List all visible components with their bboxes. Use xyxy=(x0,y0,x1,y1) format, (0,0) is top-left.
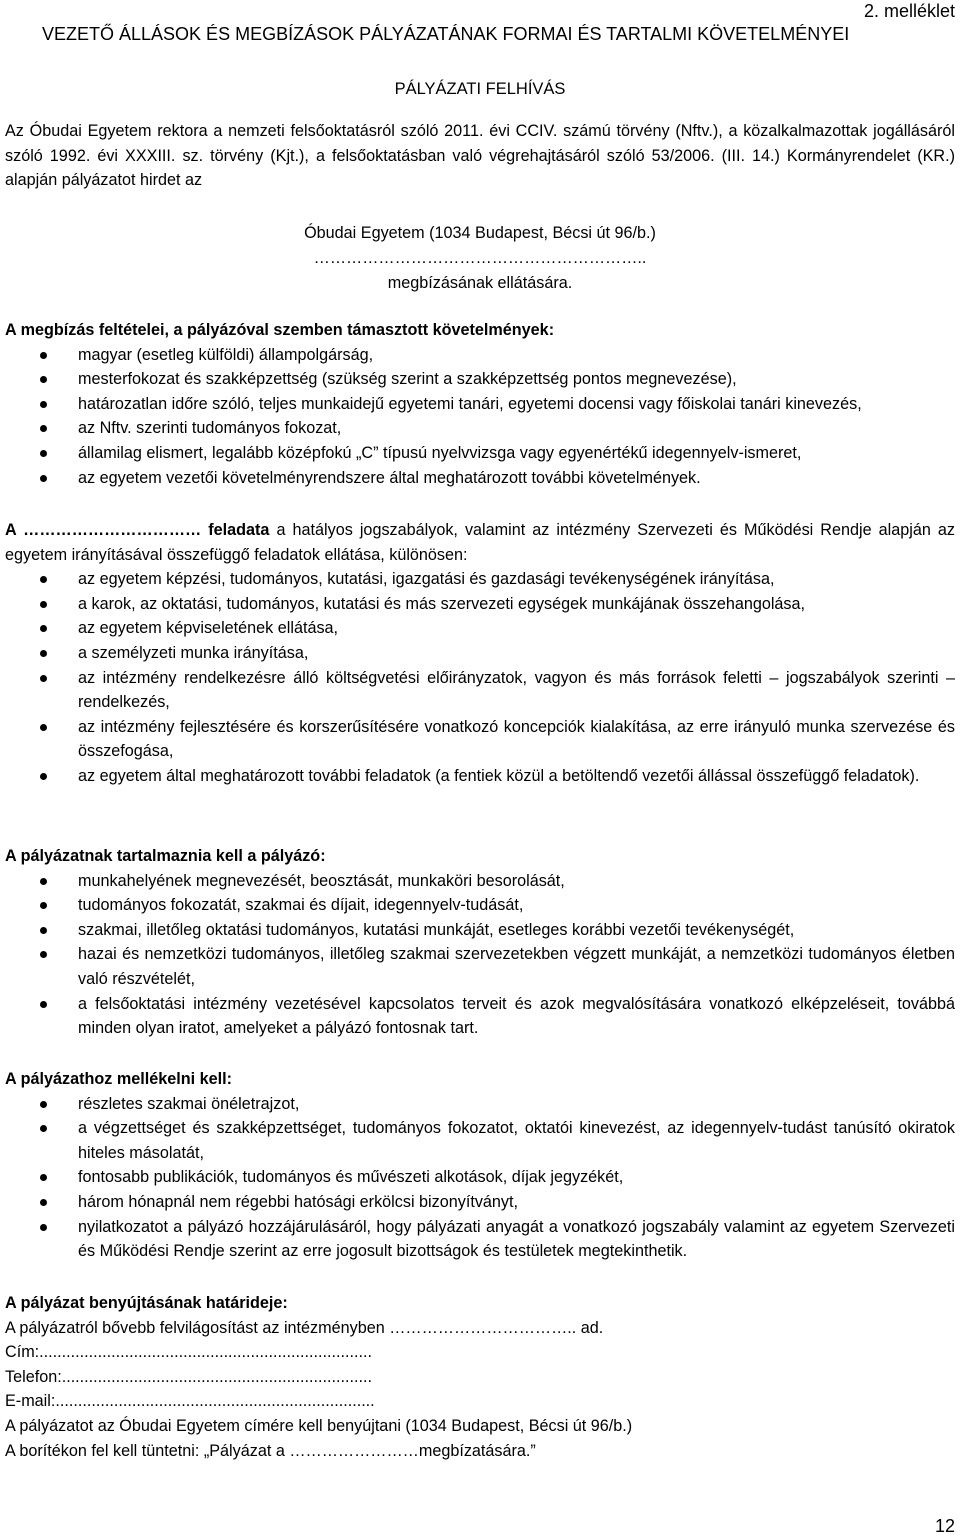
duties-section xyxy=(5,518,955,789)
assignment-line: megbízásának ellátására. xyxy=(387,274,573,292)
intro-paragraph: Az Óbudai Egyetem rektora a nemzeti felsőoktatásról szóló 2011. évi CCIV. számú törvény (Nftv.), a közalkalmazottak jogállásáról szóló 1992. évi XXXIII. sz. törvény (Kjt.), a felsőoktatásban való végrehajtásáról szóló 53/2006. (III. 14.) Kormányrendelet (KR.) alapján pályázatot hirdet az xyxy=(5,122,955,190)
list-item: az egyetem képviseletének ellátása, xyxy=(5,616,955,641)
page-number: 12 xyxy=(934,1516,955,1536)
list-item: a végzettséget és szakképzettséget, tudományos fokozatot, oktatói kinevezést, az idegennyelv-tudást tanúsító okiratok hiteles másolatát, xyxy=(5,1116,955,1165)
list-item: szakmai, illetőleg oktatási tudományos, kutatási munkáját, esetleges korábbi vezetői tevékenységét, xyxy=(5,918,955,943)
bullet-icon xyxy=(40,675,47,682)
bullet-icon xyxy=(40,902,47,909)
list-item: határozatlan időre szóló, teljes munkaidejű egyetemi tanári, egyetemi docensi vagy főiskolai tanári kinevezés, xyxy=(5,392,955,417)
bullet-icon xyxy=(40,1224,47,1231)
email-line: E-mail:....................................................................... xyxy=(5,1392,375,1411)
bullet-icon xyxy=(40,724,47,731)
position-placeholder: …………………………………………………….. xyxy=(313,249,647,267)
contents-heading: A pályázatnak tartalmaznia kell a pályázó: xyxy=(5,847,326,865)
requirements-list xyxy=(5,343,955,491)
bullet-icon xyxy=(40,1125,47,1132)
bullet-icon xyxy=(40,927,47,934)
list-item: az intézmény rendelkezésre álló költségvetési előirányzatok, vagyon és más források feletti – jogszabályok szerinti – rendelkezés, xyxy=(5,666,955,715)
submit-line: A pályázatot az Óbudai Egyetem címére kell benyújtani (1034 Budapest, Bécsi út 96/b.) xyxy=(5,1416,633,1435)
bullet-icon xyxy=(40,1101,47,1108)
list-item: magyar (esetleg külföldi) állampolgárság, xyxy=(5,343,955,368)
attachments-list xyxy=(5,1092,955,1264)
bullet-icon xyxy=(40,951,47,958)
bullet-icon xyxy=(40,625,47,632)
list-item: az Nftv. szerinti tudományos fokozat, xyxy=(5,416,955,441)
address-line: Cím:.......................................................................... xyxy=(5,1343,372,1362)
requirements-section xyxy=(5,318,955,490)
list-item: az intézmény fejlesztésére és korszerűsítésére vonatkozó koncepciók kialakítása, az erre irányuló munka szervezése és összefogása, xyxy=(5,715,955,764)
list-item: nyilatkozatot a pályázó hozzájárulásáról, hogy pályázati anyagát a vonatkozó jogszabály valamint az egyetem Szervezeti és Működési Rendje szerint az erre jogosult bizottságok és testületek megtekinthetik. xyxy=(5,1215,955,1264)
bullet-icon xyxy=(40,773,47,780)
info-line: A pályázatról bővebb felvilágosítást az intézményben …………………………….. ad. xyxy=(5,1318,604,1337)
bullet-icon xyxy=(40,1174,47,1181)
bullet-icon xyxy=(40,450,47,457)
bullet-icon xyxy=(40,1199,47,1206)
envelope-line: A borítékon fel kell tüntetni: „Pályázat a ……………………megbízatására.” xyxy=(5,1441,536,1460)
list-item: a felsőoktatási intézmény vezetésével kapcsolatos terveit és azok megvalósítására vonatkozó elképzeléseit, továbbá minden olyan iratot, amelyeket a pályázó fontosnak tart. xyxy=(5,992,955,1041)
list-item: hazai és nemzetközi tudományos, illetőleg szakmai szervezetekben végzett munkáját, a nemzetközi tudományos életben való részvételét, xyxy=(5,942,955,991)
bullet-icon xyxy=(40,425,47,432)
list-item: az egyetem által meghatározott további feladatok (a fentiek közül a betöltendő vezetői állással összefüggő feladatok). xyxy=(5,764,955,789)
bullet-icon xyxy=(40,1001,47,1008)
contents-section xyxy=(5,844,955,1041)
list-item: mesterfokozat és szakképzettség (szükség szerint a szakképzettség pontos megnevezése), xyxy=(5,367,955,392)
annex-label: 2. melléklet xyxy=(863,1,955,21)
phone-line: Telefon:..................................................................... xyxy=(5,1367,373,1386)
bullet-icon xyxy=(40,376,47,383)
list-item: az egyetem vezetői követelményrendszere által meghatározott további követelmények. xyxy=(5,466,955,491)
list-item: tudományos fokozatát, szakmai és díjait, idegennyelv-tudását, xyxy=(5,893,955,918)
list-item: államilag elismert, legalább középfokú „C” típusú nyelvvizsga vagy egyenértékű idegennyelv-ismeret, xyxy=(5,441,955,466)
call-title: PÁLYÁZATI FELHÍVÁS xyxy=(394,80,566,98)
duties-list xyxy=(5,567,955,788)
bullet-icon xyxy=(40,475,47,482)
contents-list xyxy=(5,869,955,1041)
deadline-section xyxy=(5,1291,955,1463)
institution-line: Óbudai Egyetem (1034 Budapest, Bécsi út 96/b.) xyxy=(304,224,656,242)
bullet-icon xyxy=(40,401,47,408)
attachments-heading: A pályázathoz mellékelni kell: xyxy=(5,1070,233,1088)
list-item: a karok, az oktatási, tudományos, kutatási és más szervezeti egységek munkájának összehangolása, xyxy=(5,592,955,617)
bullet-icon xyxy=(40,352,47,359)
bullet-icon xyxy=(40,601,47,608)
list-item: részletes szakmai önéletrajzot, xyxy=(5,1092,955,1117)
attachments-section xyxy=(5,1067,955,1264)
list-item: az egyetem képzési, tudományos, kutatási, igazgatási és gazdasági tevékenységének irányítása, xyxy=(5,567,955,592)
bullet-icon xyxy=(40,878,47,885)
list-item: a személyzeti munka irányítása, xyxy=(5,641,955,666)
requirements-heading: A megbízás feltételei, a pályázóval szemben támasztott követelmények: xyxy=(5,321,555,339)
bullet-icon xyxy=(40,650,47,657)
list-item: fontosabb publikációk, tudományos és művészeti alkotások, díjak jegyzékét, xyxy=(5,1165,955,1190)
list-item: munkahelyének megnevezését, beosztását, munkaköri besorolását, xyxy=(5,869,955,894)
list-item: három hónapnál nem régebbi hatósági erkölcsi bizonyítványt, xyxy=(5,1190,955,1215)
main-title: VEZETŐ ÁLLÁSOK ÉS MEGBÍZÁSOK PÁLYÁZATÁNAK FORMAI ÉS TARTALMI KÖVETELMÉNYEI xyxy=(42,24,850,44)
bullet-icon xyxy=(40,576,47,583)
duties-intro: A …………………………… feladata a hatályos jogszabályok, valamint az intézmény Szervezeti és Működési Rendje alapján az egyetem irányításával összefüggő feladatok ellátása, különösen: xyxy=(5,521,955,564)
deadline-heading: A pályázat benyújtásának határideje: xyxy=(5,1294,288,1312)
